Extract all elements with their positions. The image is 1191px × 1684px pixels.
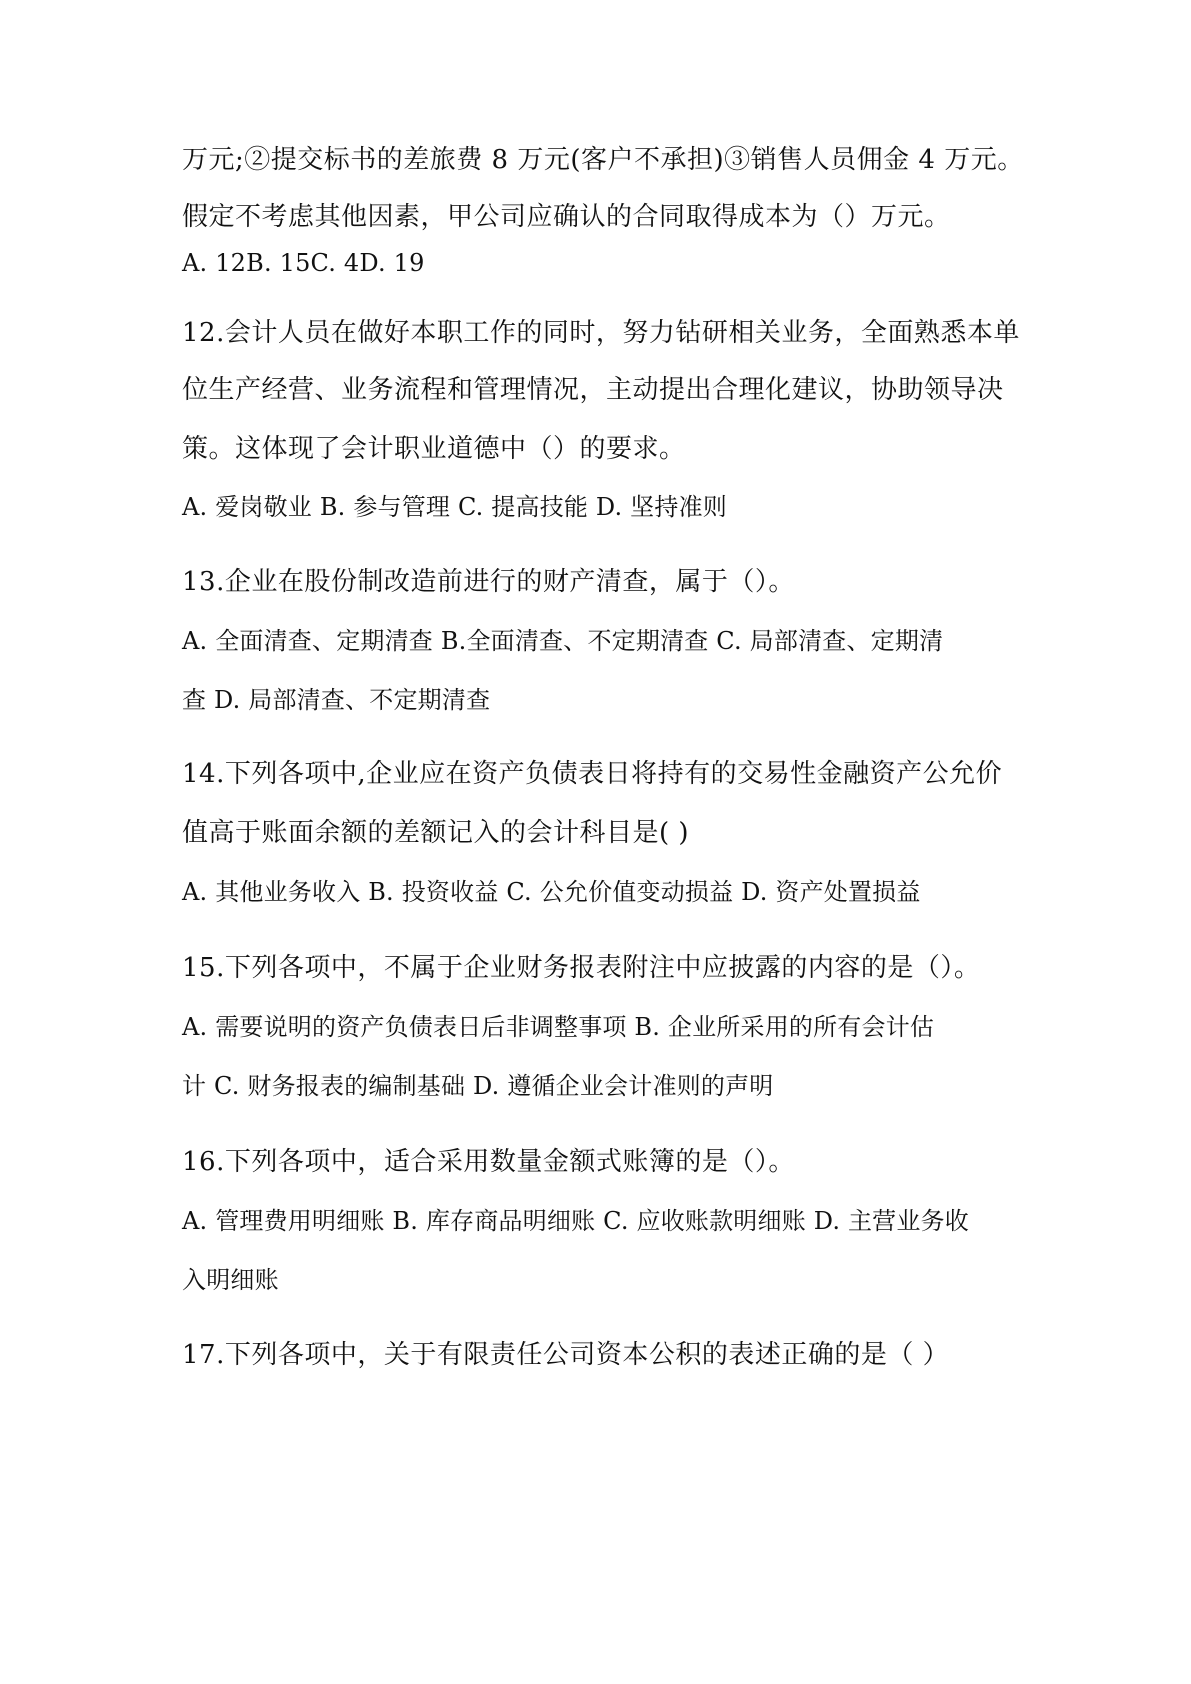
q12-text-line-1: 12.会计人员在做好本职工作的同时，努力钻研相关业务，全面熟悉本单 [182,318,1020,348]
q17-text-line-1: 17.下列各项中，关于有限责任公司资本公积的表述正确的是（ ） [182,1340,950,1370]
q11-text-line-1: 万元;②提交标书的差旅费 8 万元(客户不承担)③销售人员佣金 4 万元。 [182,145,1024,175]
q14-options: A. 其他业务收入 B. 投资收益 C. 公允价值变动损益 D. 资产处置损益 [182,878,921,906]
q15-options-line-1: A. 需要说明的资产负债表日后非调整事项 B. 企业所采用的所有会计估 [182,1013,935,1041]
q16-options-line-1: A. 管理费用明细账 B. 库存商品明细账 C. 应收账款明细账 D. 主营业务收 [182,1207,969,1235]
q14-text-line-2: 值高于账面余额的差额记入的会计科目是( ) [182,818,690,848]
q15-text-line-1: 15.下列各项中，不属于企业财务报表附注中应披露的内容的是（）。 [182,953,981,983]
q16-options-line-2: 入明细账 [182,1266,279,1294]
q13-options-line-1: A. 全面清查、定期清查 B.全面清查、不定期清查 C. 局部清查、定期清 [182,627,944,655]
q15-options-line-2: 计 C. 财务报表的编制基础 D. 遵循企业会计准则的声明 [182,1072,774,1100]
q14-text-line-1: 14.下列各项中,企业应在资产负债表日将持有的交易性金融资产公允价 [182,759,1003,789]
q11-text-line-2: 假定不考虑其他因素，甲公司应确认的合同取得成本为（）万元。 [182,202,951,232]
q12-text-line-2: 位生产经营、业务流程和管理情况，主动提出合理化建议，协助领导决 [182,375,1004,405]
q13-text-line-1: 13.企业在股份制改造前进行的财产清查，属于（）。 [182,567,795,597]
q11-options: A. 12B. 15C. 4D. 19 [182,249,425,277]
q16-text-line-1: 16.下列各项中，适合采用数量金额式账簿的是（）。 [182,1147,795,1177]
q13-options-line-2: 查 D. 局部清查、不定期清查 [182,686,491,714]
q12-text-line-3: 策。这体现了会计职业道德中（）的要求。 [182,434,686,464]
q12-options: A. 爱岗敬业 B. 参与管理 C. 提高技能 D. 坚持准则 [182,493,727,521]
